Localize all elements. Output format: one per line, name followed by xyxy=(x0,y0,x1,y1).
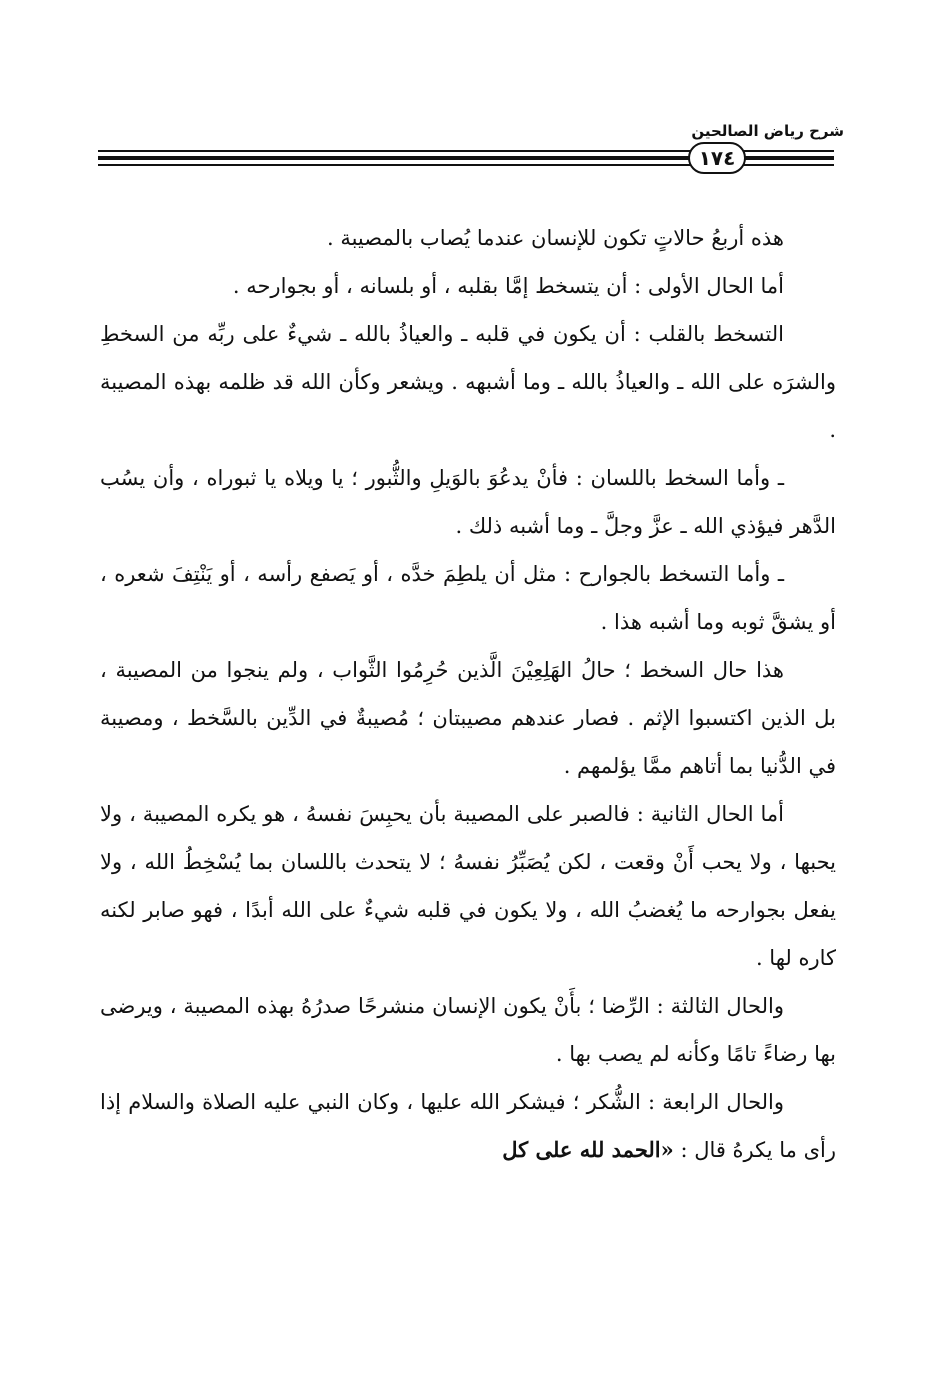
hadith-quote: «الحمد لله على كل xyxy=(502,1137,674,1162)
paragraph: هذه أربعُ حالاتٍ تكون للإنسان عندما يُصاب بالمصيبة . xyxy=(326,226,784,250)
paragraph-text: والحال الرابعة : الشُّكر ؛ فيشكر الله عليها ، وكان النبي عليه الصلاة والسلام إذا رأى ما يكرهُ قال : xyxy=(100,1090,836,1162)
paragraph xyxy=(100,1078,836,1174)
body-text xyxy=(100,214,836,1174)
running-title: شرح رياض الصالحين xyxy=(691,122,844,140)
paragraph: والحال الثالثة : الرِّضا ؛ بأَنْ يكون الإنسان منشرحًا صدرُهُ بهذه المصيبة ، ويرضى بها رضاءً تامًا وكأنه لم يصب بها . xyxy=(100,994,836,1066)
page-number: ١٧٤ xyxy=(688,142,746,174)
paragraph: أما الحال الثانية : فالصبر على المصيبة بأن يحبِسَ نفسهُ ، هو يكره المصيبة ، ولا يحبها ، ولا يحب أَنْ وقعت ، لكن يُصَبِّرُ نفسهُ ؛ لا يتحدث باللسان بما يُسْخِطُ الله ، ولا يفعل بجوارحه ما يُغضبُ الله ، ولا يكون في قلبه شيءٌ على الله أبدًا ، فهو صابر لكنه كاره لها . xyxy=(100,802,836,970)
paragraph: أما الحال الأولى : أن يتسخط إمَّا بقلبه ، أو بلسانه ، أو بجوارحه . xyxy=(232,274,784,298)
paragraph: هذا حال السخط ؛ حالُ الهَلِعِيْنَ الَّذين حُرِمُوا الثَّواب ، ولم ينجوا من المصيبة ، بل الذين اكتسبوا الإثم . فصار عندهم مصيبتان ؛ مُصيبةٌ في الدِّين بالسَّخط ، ومصيبة في الدُّنيا بما أتاهم ممَّا يؤلمهم . xyxy=(100,658,836,778)
paragraph: ـ وأما التسخط بالجوارح : مثل أن يلطِمَ خدَّه ، أو يَصفع رأسه ، أو يَنْتِفَ شعره ، أو يشقَّ ثوبه وما أشبه هذا . xyxy=(100,562,836,634)
paragraph: ـ وأما السخط باللسان : فأنْ يدعُوَ بالوَيلِ والثُّبور ؛ يا ويلاه يا ثبوراه ، وأن يسُب الدَّهر فيؤذي الله ـ عزَّ وجلَّ ـ وما أشبه ذلك . xyxy=(100,466,836,538)
paragraph: التسخط بالقلب : أن يكون في قلبه ـ والعياذُ بالله ـ شيءٌ على ربِّه من السخطِ والشرَه على الله ـ والعياذُ بالله ـ وما أشبهه . ويشعر وكأن الله قد ظلمه بهذه المصيبة . xyxy=(100,322,836,442)
